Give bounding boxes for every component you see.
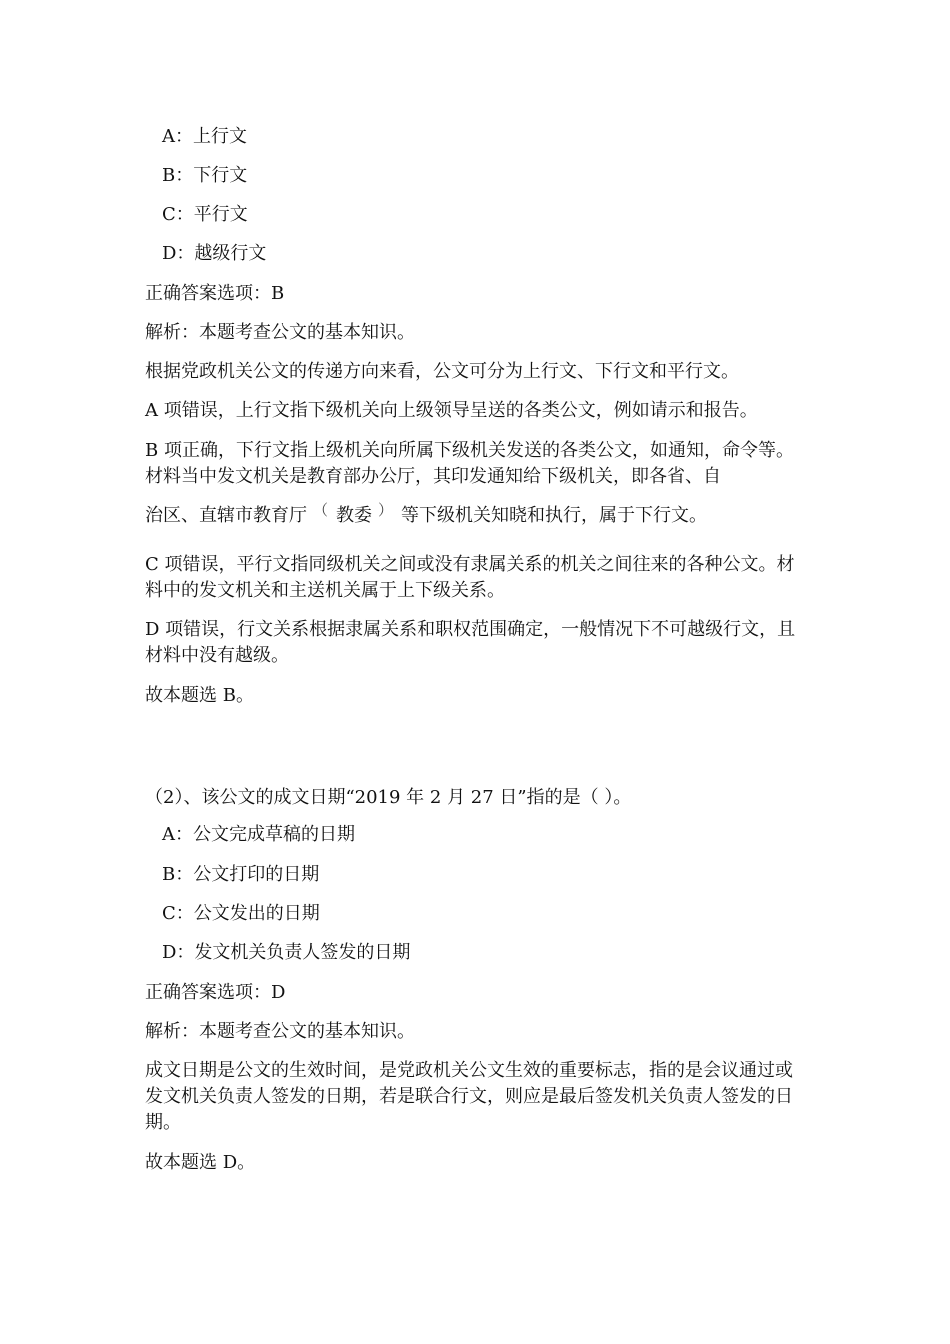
q1-analysis-option-c: C 项错误，平行文指同级机关之间或没有隶属关系的机关之间往来的各种公文。材料中的发文机关和主送机关属于上下级关系。 <box>145 554 795 601</box>
q1-analysis-option-b-text-mid: 教委 <box>336 505 373 526</box>
q1-option-b: B：下行文 <box>162 165 248 186</box>
open-paren: （ <box>313 501 329 519</box>
q2-option-b: B：公文打印的日期 <box>162 864 320 885</box>
q1-analysis-option-a: A 项错误，上行文指下级机关向上级领导呈送的各类公文，例如请示和报告。 <box>145 400 758 421</box>
q2-analysis-paragraph-1: 成文日期是公文的生效时间，是党政机关公文生效的重要标志，指的是会议通过或发文机关负责人签发的日期，若是联合行文，则应是最后签发机关负责人签发的日期。 <box>145 1060 793 1133</box>
q2-option-d: D：发文机关负责人签发的日期 <box>162 942 411 963</box>
q1-analysis-option-b-text-a: 治区、直辖市教育厅 <box>145 505 307 526</box>
q1-analysis-option-b-text-b: 等下级机关知晓和执行，属于下行文。 <box>401 505 708 526</box>
q2-answer: 正确答案选项：D <box>145 982 286 1003</box>
q1-analysis-option-d: D 项错误，行文关系根据隶属关系和职权范围确定，一般情况下不可越级行文，且材料中没有越级。 <box>145 619 796 666</box>
q1-option-d: D：越级行文 <box>162 243 267 264</box>
q1-conclusion: 故本题选 B。 <box>145 685 254 706</box>
q1-analysis-paragraph-1: 根据党政机关公文的传递方向来看，公文可分为上行文、下行文和平行文。 <box>145 361 739 382</box>
q2-option-c: C：公文发出的日期 <box>162 903 320 924</box>
q2-conclusion: 故本题选 D。 <box>145 1152 256 1173</box>
q1-analysis-title: 解析：本题考查公文的基本知识。 <box>145 322 415 343</box>
q1-option-c: C：平行文 <box>162 204 248 225</box>
q2-analysis-title: 解析：本题考查公文的基本知识。 <box>145 1021 415 1042</box>
close-paren: ） <box>378 501 394 519</box>
q1-option-a: A：上行文 <box>162 126 247 147</box>
q1-analysis-option-b-cont <box>145 503 707 529</box>
q2-option-a: A：公文完成草稿的日期 <box>162 824 355 845</box>
q1-analysis-option-b: B 项正确，下行文指上级机关向所属下级机关发送的各类公文，如通知，命令等。材料当中发文机关是教育部办公厅，其印发通知给下级机关，即各省、自 <box>145 440 794 487</box>
q1-answer: 正确答案选项：B <box>145 283 285 304</box>
q2-question: （2）、该公文的成文日期“2019 年 2 月 27 日”指的是（ ）。 <box>145 787 632 808</box>
